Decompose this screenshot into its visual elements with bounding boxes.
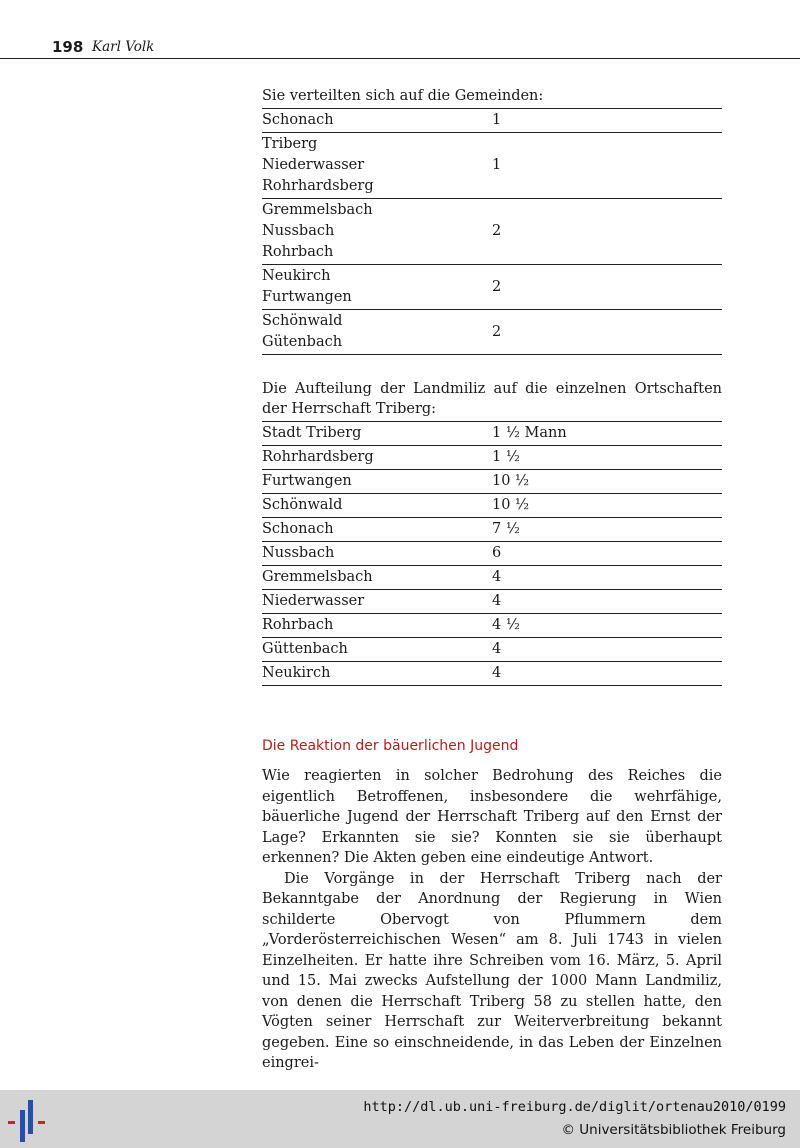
table-row (262, 494, 722, 518)
count-cell: 2 (492, 265, 722, 310)
place-cell: Schönwald (262, 494, 492, 518)
place-cell: Furtwangen (262, 470, 492, 494)
table-row (262, 542, 722, 566)
value-cell: 4 (492, 566, 722, 590)
paragraph: Wie reagierten in solcher Bedrohung des Reiches die eigentlich Betroffenen, insbesondere die wehrfähige, bäuerliche Jugend der Herrschaft Triberg auf den Ernst der Lage? Erkannten sie sie? Konnten sie sie überhaupt erkennen? Die Akten geben eine eindeutige Antwort. (262, 768, 722, 866)
place-cell: Neukirch (262, 662, 492, 686)
table-row (262, 566, 722, 590)
place-cell: Güttenbach (262, 638, 492, 662)
table-row (262, 133, 722, 199)
place-name: Gütenbach (262, 334, 343, 350)
count-cell: 1 (492, 133, 722, 199)
place-cell: Gremmelsbach (262, 566, 492, 590)
count-cell: 1 (492, 112, 502, 128)
page-content (262, 86, 722, 1074)
parish-distribution-table (262, 108, 722, 355)
place-name: Niederwasser (262, 157, 365, 173)
place-cell: Niederwasser (262, 590, 492, 614)
table1-intro: Sie verteilten sich auf die Gemeinden: (262, 88, 544, 104)
table-row (262, 470, 722, 494)
table-row (262, 265, 722, 310)
page-number: 198 (52, 38, 84, 56)
count-cell: 2 (492, 199, 722, 265)
running-header (0, 36, 800, 59)
place-cell (262, 310, 492, 355)
table-row (262, 109, 722, 133)
footer-bar (0, 1090, 800, 1148)
place-name: Schonach (262, 112, 334, 128)
place-name: Rohrbach (262, 244, 334, 260)
place-cell: Rohrbach (262, 614, 492, 638)
militia-allocation-table (262, 421, 722, 686)
section-body (262, 766, 722, 1074)
table-row (262, 422, 722, 446)
footer-copyright: © Universitätsbibliothek Freiburg (561, 1122, 786, 1138)
running-author: Karl Volk (92, 39, 155, 55)
place-cell (262, 199, 492, 265)
table-row (262, 446, 722, 470)
value-cell: 6 (492, 542, 722, 566)
place-cell: Rohrhardsberg (262, 446, 492, 470)
value-cell: 4 (492, 590, 722, 614)
ub-freiburg-logo-icon (8, 1100, 52, 1142)
place-cell: Stadt Triberg (262, 425, 362, 441)
value-cell: 1 ½ (492, 446, 722, 470)
place-name: Rohrhardsberg (262, 178, 374, 194)
place-cell: Schonach (262, 518, 492, 542)
place-cell: Nussbach (262, 542, 492, 566)
table-row (262, 638, 722, 662)
place-name: Furtwangen (262, 289, 352, 305)
value-cell: 4 ½ (492, 614, 722, 638)
table-row (262, 310, 722, 355)
table-row (262, 518, 722, 542)
place-name: Triberg (262, 136, 318, 152)
footer-url-link[interactable]: http://dl.ub.uni-freiburg.de/diglit/ortenau2010/0199 (363, 1099, 786, 1115)
table-row (262, 590, 722, 614)
table-row (262, 614, 722, 638)
place-name: Schönwald (262, 313, 343, 329)
place-name: Nussbach (262, 223, 335, 239)
value-cell: 4 (492, 662, 722, 686)
place-cell (262, 133, 492, 199)
value-cell: 4 (492, 638, 722, 662)
paragraph: Die Vorgänge in der Herrschaft Triberg nach der Bekanntgabe der Anordnung der Regierung in Wien schilderte Obervogt von Pflummern dem „Vorderösterreichischen Wesen“ am 8. Juli 1743 in vielen Einzelheiten. Er hatte ihre Schreiben vom 16. März, 5. April und 15. Mai zwecks Aufstellung der 1000 Mann Landmiliz, von denen die Herrschaft Triberg 58 zu stellen hatte, den Vögten seiner Herrschaft zur Weiterverbreitung bekannt gegeben. Eine so einschneidende, in das Leben der Einzelnen eingrei- (262, 870, 722, 1071)
count-cell: 2 (492, 310, 722, 355)
place-name: Neukirch (262, 268, 331, 284)
section-heading: Die Reaktion der bäuerlichen Jugend (262, 738, 519, 754)
value-cell: 10 ½ (492, 494, 722, 518)
value-cell: 10 ½ (492, 470, 722, 494)
table-row (262, 199, 722, 265)
place-name: Gremmelsbach (262, 202, 373, 218)
value-cell: 1 ½ Mann (492, 425, 567, 441)
place-cell (262, 265, 492, 310)
place-cell (262, 109, 492, 133)
value-cell: 7 ½ (492, 518, 722, 542)
table2-intro: Die Aufteilung der Landmiliz auf die einzelnen Ortschaften der Herrschaft Triberg: (262, 381, 722, 417)
table-row (262, 662, 722, 686)
